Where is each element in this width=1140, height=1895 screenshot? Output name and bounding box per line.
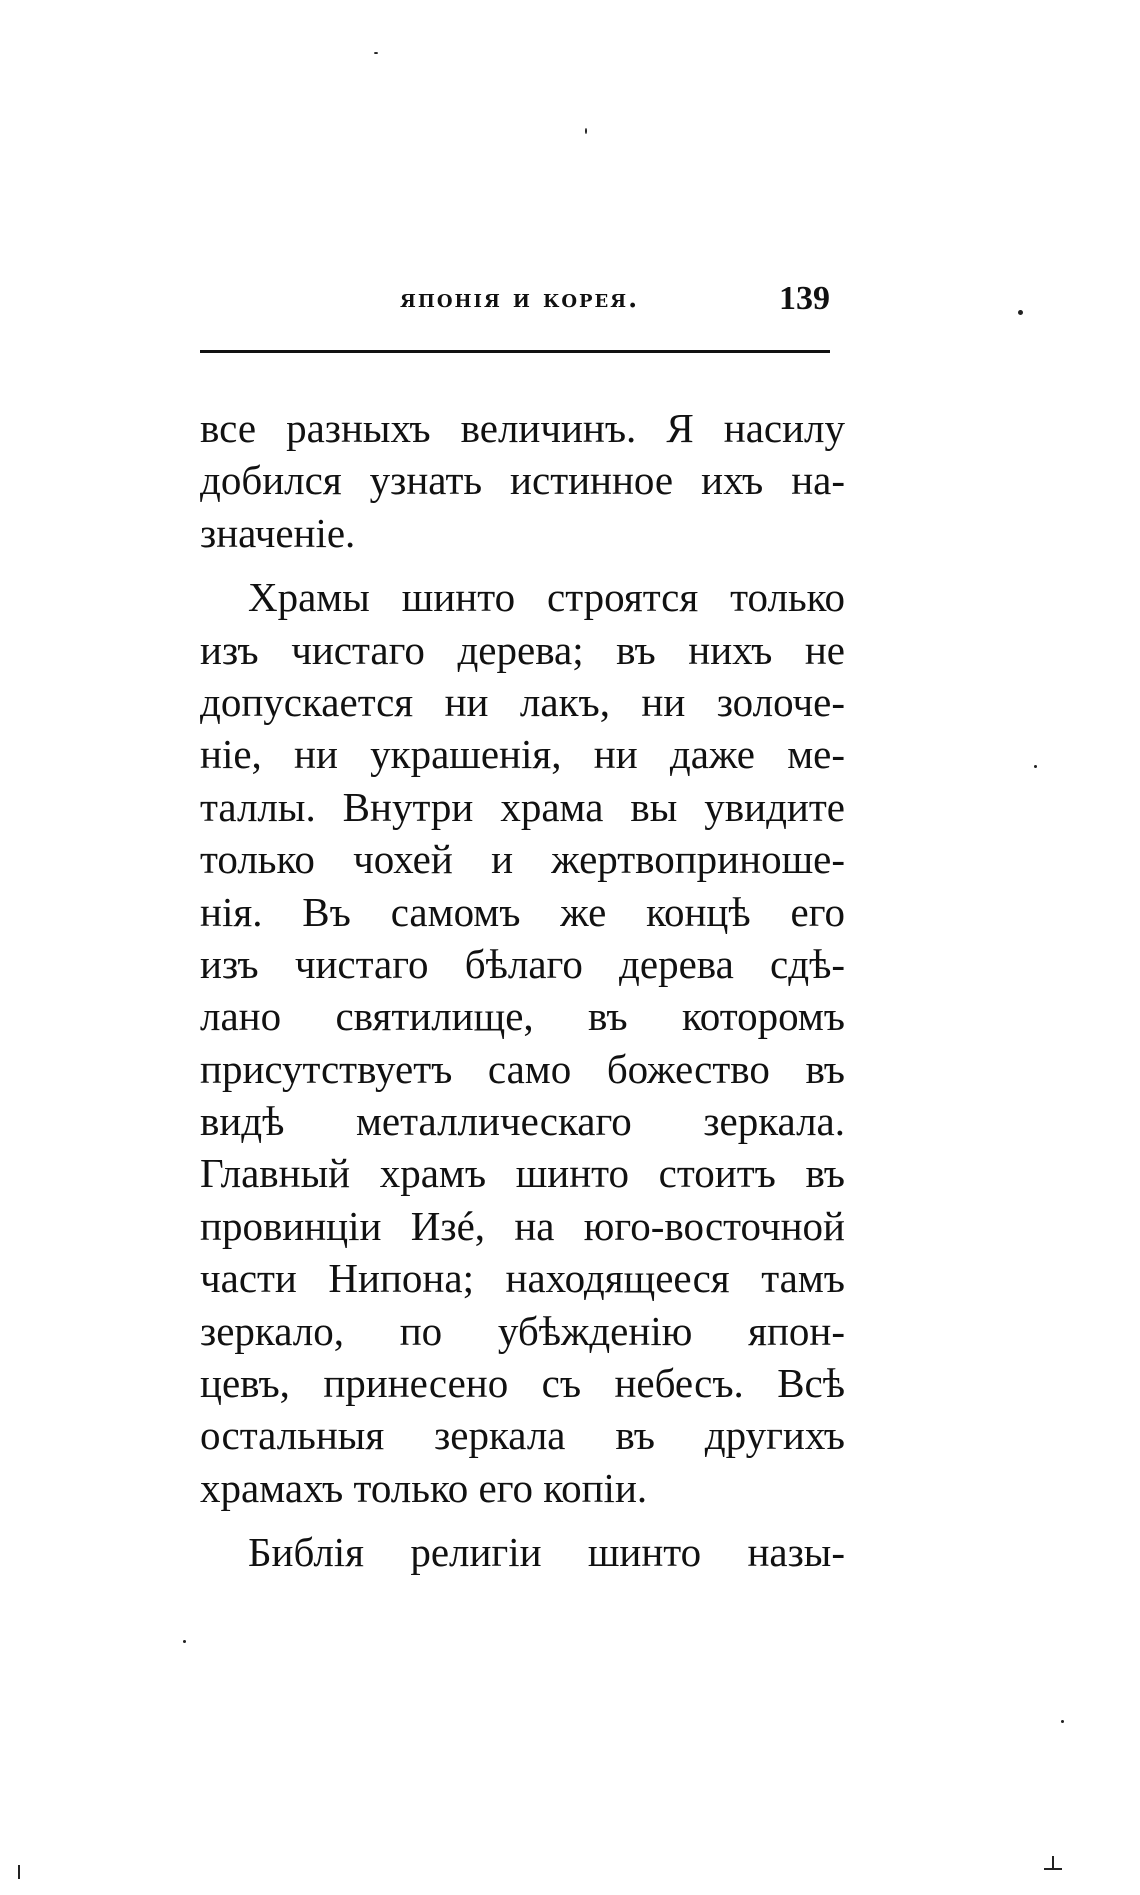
text-line: нія. Въ самомъ же концѣ его [200,888,845,935]
text-line: добился узнать истинное ихъ на- [200,457,845,504]
text-line: все разныхъ величинъ. Я насилу [200,405,845,451]
text-line: Храмы шинто строятся только [248,574,845,621]
scan-speck [585,128,587,134]
scan-speck [374,52,378,54]
text-line: видѣ металлическаго зеркала. [200,1098,845,1145]
text-line: Библія религіи шинто назы- [248,1529,845,1576]
text-line: изъ чистаго бѣлаго дерева сдѣ- [200,940,845,987]
text-line: лано святилище, въ которомъ [200,993,845,1040]
text-line: остальныя зеркала въ другихъ [200,1412,845,1459]
text-line: части Нипона; находящееся тамъ [200,1255,845,1302]
text-line: храмахъ только его копіи. [200,1464,648,1511]
text-line: допускается ни лакъ, ни золоче- [200,678,845,725]
text-line: изъ чистаго дерева; въ нихъ не [200,626,845,673]
text-line: ніе, ни украшенія, ни даже ме- [200,731,845,778]
text-line: цевъ, принесено съ небесъ. Всѣ [200,1360,845,1407]
scan-speck [1044,1868,1062,1870]
scan-speck [18,1865,20,1879]
text-line: зеркало, по убѣжденію япон- [200,1307,845,1354]
scan-speck [1034,765,1037,768]
scan-speck [1018,310,1023,315]
paragraph-gap [200,1514,845,1526]
scan-speck [1061,1720,1064,1723]
running-head [200,280,830,340]
text-line: значеніе. [200,509,356,556]
body-text [200,402,845,1579]
text-line: таллы. Внутри храма вы увидите [200,783,845,830]
header-rule [200,350,830,353]
page-number: 139 [779,280,830,317]
text-line: присутствуетъ само божество въ [200,1045,845,1092]
text-line: только чохей и жертвоприноше- [200,836,845,883]
running-title: японія и корея. [400,284,640,314]
scan-speck [1052,1856,1054,1868]
paragraph-gap [200,559,845,571]
text-line: провинціи Изé, на юго-восточной [200,1202,845,1249]
scan-speck [183,1640,186,1643]
text-line: Главный храмъ шинто стоитъ въ [200,1150,845,1197]
